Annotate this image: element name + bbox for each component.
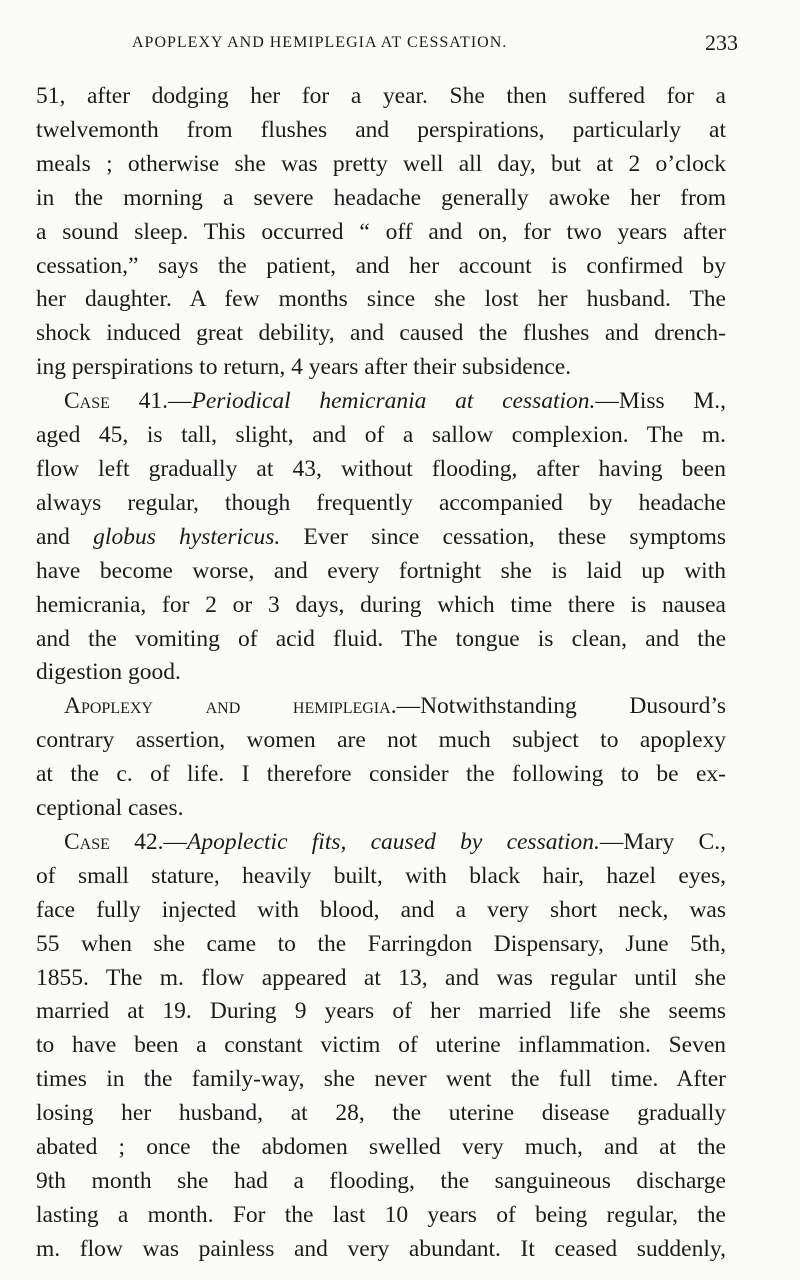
text-line (36, 521, 726, 555)
body-text (36, 80, 726, 1267)
text-line: in the morning a severe headache generally awoke her from (36, 184, 726, 211)
text-line: at the c. of life. I therefore consider the following to be ex- (36, 761, 726, 788)
text-line: her daughter. A few months since she lost her husband. The (36, 286, 726, 313)
text-line: digestion good. (36, 659, 181, 686)
text-line: 55 when she came to the Farringdon Dispensary, June 5th, (36, 930, 726, 957)
text-line: times in the family-way, she never went the full time. After (36, 1066, 726, 1093)
case-42-heading-line (36, 826, 726, 860)
text-line: hemicrania, for 2 or 3 days, during which time there is nausea (36, 591, 726, 618)
case-41-heading-line (36, 385, 726, 419)
text-line: m. flow was painless and very abundant. It ceased suddenly, (36, 1235, 726, 1262)
text-fragment: and (36, 523, 94, 550)
case-42-title: Apoplectic fits, caused by cessation. (187, 828, 600, 855)
text-line: flow left gradually at 43, without flooding, after having been (36, 455, 726, 482)
text-line: a sound sleep. This occurred “ off and on, for two years after (36, 218, 726, 245)
text-line: ceptional cases. (36, 795, 184, 822)
text-fragment: —Miss M., (595, 388, 726, 415)
page-header (36, 30, 764, 64)
text-line: of small stature, heavily built, with black hair, hazel eyes, (36, 862, 726, 889)
text-line: always regular, though frequently accompanied by headache (36, 489, 726, 516)
text-line: ing perspirations to return, 4 years after their subsidence. (36, 354, 572, 381)
section-heading-line (36, 690, 726, 724)
text-line: twelvemonth from flushes and perspirations, particularly at (36, 116, 726, 143)
text-line: and the vomiting of acid fluid. The tongue is clean, and the (36, 625, 726, 652)
text-line: cessation,” says the patient, and her account is confirmed by (36, 252, 726, 279)
text-line: 1855. The m. flow appeared at 13, and was regular until she (36, 964, 726, 991)
case-41-title: Periodical hemicrania at cessation. (191, 388, 596, 415)
text-line: have become worse, and every fortnight she is laid up with (36, 557, 726, 584)
running-title: APOPLEXY AND HEMIPLEGIA AT CESSATION. (132, 34, 508, 51)
text-fragment: —Mary C., (599, 828, 726, 855)
text-line: meals ; otherwise she was pretty well all day, but at 2 o’clock (36, 150, 726, 177)
text-line: 9th month she had a flooding, the sanguineous discharge (36, 1168, 726, 1194)
text-fragment: —Notwithstanding Dusourd’s (396, 693, 726, 720)
text-line: to have been a constant victim of uterine inflammation. Seven (36, 1032, 726, 1059)
text-line: married at 19. During 9 years of her married life she seems (36, 998, 726, 1025)
text-line: losing her husband, at 28, the uterine disease gradually (36, 1100, 726, 1127)
text-line: 51, after dodging her for a year. She then suffered for a (36, 83, 726, 109)
text-line: aged 45, is tall, slight, and of a sallow complexion. The m. (36, 422, 726, 449)
case-42-label: Case 42.— (64, 828, 188, 855)
text-line: contrary assertion, women are not much subject to apoplexy (36, 727, 726, 754)
text-line: abated ; once the abdomen swelled very much, and at the (36, 1134, 726, 1161)
text-fragment: Ever since cessation, these symptoms (280, 523, 726, 550)
section-heading: Apoplexy and hemiplegia. (64, 693, 397, 720)
page-number: 233 (705, 30, 738, 55)
italic-term: globus hystericus. (93, 523, 281, 550)
text-line: lasting a month. For the last 10 years of being regular, the (36, 1201, 726, 1228)
text-line: face fully injected with blood, and a very short neck, was (36, 896, 726, 923)
text-line: shock induced great debility, and caused the flushes and drench- (36, 320, 726, 347)
case-41-label: Case 41.— (64, 388, 192, 415)
